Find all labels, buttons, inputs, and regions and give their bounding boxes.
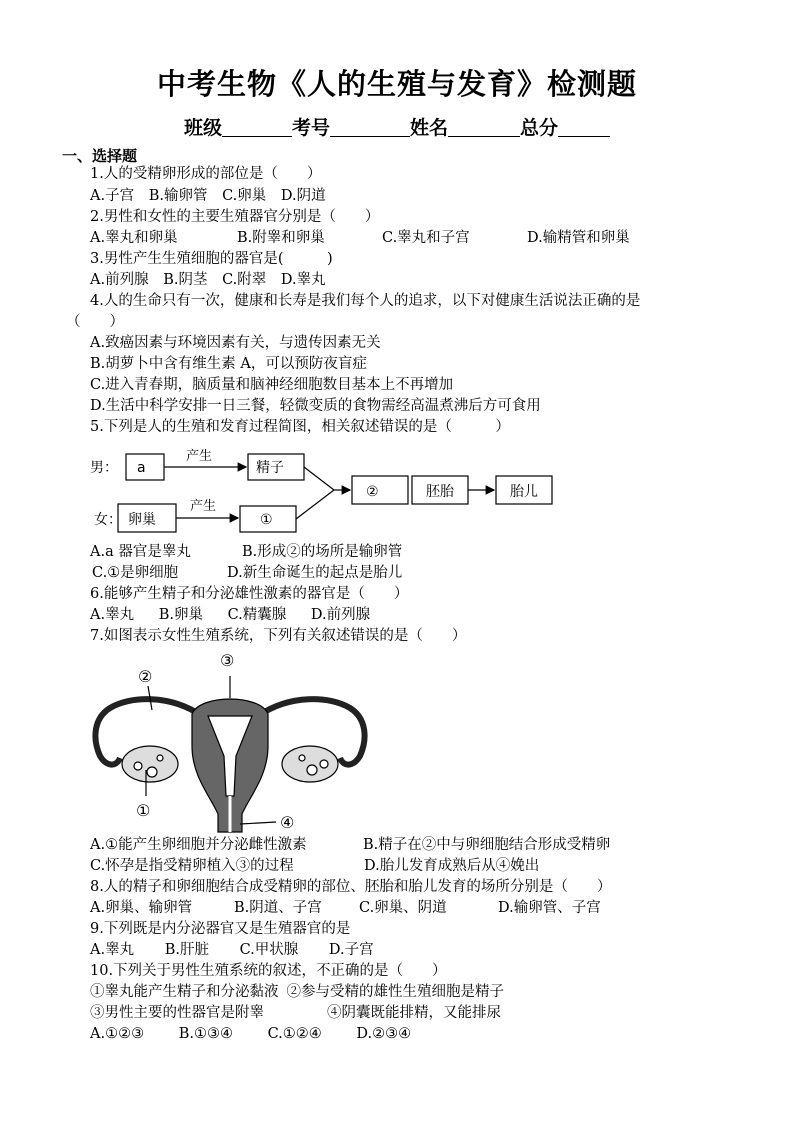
q4-option-c[interactable]: C.进入青春期，脑质量和脑神经细胞数目基本上不再增加 [90, 377, 454, 393]
label-sperm: 精子 [256, 460, 284, 476]
q10-statement-2-part1: ②参与受精的雄性生 [286, 984, 417, 1000]
q8-option-a[interactable]: A.卵巢、输卵管 [90, 900, 193, 916]
label-1: ① [136, 801, 151, 820]
label-circle2: ② [366, 484, 379, 500]
label-3: ③ [220, 651, 235, 670]
reproduction-flow-diagram [90, 440, 560, 540]
q5-options-row2 [92, 563, 403, 583]
q2-options [90, 228, 630, 248]
label-a: a [137, 460, 146, 476]
label-fetus: 胎儿 [510, 484, 538, 500]
q10-statement-1: ①睾丸能产生精子和分泌黏液 [90, 984, 279, 1000]
q1-stem: 1.人的受精卵形成的部位是（ ） [90, 166, 322, 182]
q4-option-d[interactable]: D.生活中科学安排一日三餐，轻微变质的食物需经高温煮沸后方可食用 [90, 398, 541, 414]
q10-options [90, 1024, 411, 1044]
q3-option-b[interactable]: B.阴茎 [163, 272, 208, 288]
q3-stem: 3.男性产生生殖细胞的器官是( ) [90, 251, 333, 267]
q3-option-d[interactable]: D.睾丸 [280, 272, 326, 288]
q8-options [90, 898, 601, 918]
q4-stem-bracket: （ ） [66, 314, 124, 330]
female-label: 女： [94, 512, 122, 528]
q6-option-a[interactable]: A.睾丸 [90, 607, 135, 623]
q7-option-d[interactable]: D.胎儿发育成熟后从④娩出 [364, 858, 540, 874]
join-line-sperm [304, 467, 334, 490]
q6-option-d[interactable]: D.前列腺 [310, 607, 371, 623]
q8-stem: 8.人的精子和卵细胞结合成受精卵的部位、胚胎和胎儿发育的场所分别是（ ） [90, 879, 612, 895]
q2-option-d[interactable]: D.输精管和卵巢 [527, 230, 630, 246]
q5-option-d[interactable]: D.新生命诞生的起点是胎儿 [227, 565, 403, 581]
male-label: 男： [90, 460, 118, 476]
name-blank[interactable] [448, 118, 520, 137]
q9-option-c[interactable]: C.甲状腺 [239, 942, 299, 958]
q6-stem [90, 584, 408, 604]
q3-option-a[interactable]: A.前列腺 [90, 272, 149, 288]
q8-option-c[interactable]: C.卵巢、阴道 [359, 900, 447, 916]
q10-option-c[interactable]: C.①②④ [267, 1026, 322, 1042]
q8-option-b[interactable]: B.阴道、子宫 [234, 900, 322, 916]
q7-stem: 7.如图表示女性生殖系统，下列有关叙述错误的是（ ） [90, 628, 467, 644]
q10-statement-4: ④阴囊既能排精，又能排尿 [327, 1005, 501, 1021]
score-label: 总分 [520, 117, 559, 139]
q6-stem-part1: 6.能够产生精子和 [90, 586, 206, 602]
label-2: ② [138, 667, 153, 686]
label-4: ④ [280, 813, 295, 832]
q7-option-b[interactable]: B.精子在②中与卵细胞结合形成受精卵 [363, 837, 611, 853]
exam-number-blank[interactable] [330, 118, 410, 137]
q7-options-row2 [90, 856, 540, 876]
q6-stem-part2: 分泌雄性激素的器官是（ ） [205, 586, 409, 602]
right-ovary [282, 746, 338, 782]
q3-option-c[interactable]: C.附翠 [222, 272, 267, 288]
q7-option-a[interactable]: A.①能产生卵细胞并分泌雌性激素 [90, 837, 307, 853]
name-label: 姓名 [410, 117, 449, 139]
page-title: 中考生物《人的生殖与发育》检测题 [156, 67, 637, 101]
q10-option-d[interactable]: D.②③④ [356, 1026, 412, 1042]
q9-option-a[interactable]: A.睾丸 [90, 942, 135, 958]
q9-option-d[interactable]: D.子宫 [328, 942, 374, 958]
q5-stem: 5.下列是人的生殖和发育过程简图，相关叙述错误的是（ ） [90, 419, 510, 435]
label-circle1: ① [260, 512, 273, 528]
q10-option-b[interactable]: B.①③④ [178, 1026, 233, 1042]
class-label: 班级 [183, 117, 222, 139]
q9-options [90, 940, 374, 960]
score-blank[interactable] [558, 118, 610, 137]
q10-statements-row2 [90, 1003, 501, 1023]
class-blank[interactable] [222, 118, 292, 137]
q1-option-d[interactable]: D.阴道 [280, 188, 326, 204]
exam-number-label: 考号 [291, 117, 330, 139]
q10-statement-2-part2: 殖细胞是精子 [417, 984, 504, 1000]
q4-option-a[interactable]: A.致癌因素与环境因素有关，与遗传因素无关 [90, 335, 381, 351]
q2-option-c[interactable]: C.睾丸和子宫 [382, 230, 470, 246]
q1-option-c[interactable]: C.卵巢 [222, 188, 267, 204]
box-circle2 [352, 476, 408, 504]
q10-statement-3: ③男性主要的性器官是附睾 [90, 1005, 264, 1021]
q3-options [90, 270, 326, 290]
q10-statements-row1 [90, 982, 504, 1002]
label-embryo: 胚胎 [426, 484, 454, 500]
female-reproductive-system-diagram [90, 646, 380, 836]
q2-option-a[interactable]: A.睾丸和卵巢 [90, 230, 178, 246]
q6-option-b[interactable]: B.卵巢 [158, 607, 203, 623]
q7-option-c[interactable]: C.怀孕是指受精卵植入③的过程 [90, 858, 294, 874]
q10-option-a[interactable]: A.①②③ [90, 1026, 145, 1042]
q2-stem: 2.男性和女性的主要生殖器官分别是（ ） [90, 209, 380, 225]
label-produce-1: 产生 [186, 449, 213, 464]
q6-options [90, 605, 370, 625]
q8-option-d[interactable]: D.输卵管、子宫 [498, 900, 601, 916]
q5-options-row1 [90, 542, 403, 562]
q5-option-a[interactable]: A.a 器官是睾丸 [90, 544, 191, 560]
section-heading: 一、选择题 [62, 147, 138, 165]
q4-stem: 4.人的生命只有一次，健康和长寿是我们每个人的追求，以下对健康生活说法正确的是 [90, 293, 641, 309]
q6-option-c[interactable]: C.精囊腺 [227, 607, 287, 623]
q7-options-row1 [90, 835, 611, 855]
q9-stem: 9.下列既是内分泌器官又是生殖器官的是 [90, 921, 351, 937]
join-line-egg [296, 490, 334, 519]
q9-option-b[interactable]: B.肝脏 [164, 942, 209, 958]
q5-option-b[interactable]: B.形成②的场所是输卵管 [242, 544, 403, 560]
q1-options [90, 186, 326, 206]
q1-option-b[interactable]: B.输卵管 [148, 188, 208, 204]
label-ovary: 卵巢 [128, 512, 156, 528]
q1-option-a[interactable]: A.子宫 [90, 188, 135, 204]
q4-option-b[interactable]: B.胡萝卜中含有维生素 A，可以预防夜盲症 [90, 356, 367, 372]
q10-stem: 10.下列关于男性生殖系统的叙述，不正确的是（ ） [90, 963, 447, 979]
q2-option-b[interactable]: B.附睾和卵巢 [237, 230, 325, 246]
student-info-line [0, 113, 794, 140]
q10-statement-2 [287, 982, 505, 1002]
q5-option-c[interactable]: C.①是卵细胞 [92, 565, 179, 581]
label-produce-2: 产生 [190, 499, 217, 514]
